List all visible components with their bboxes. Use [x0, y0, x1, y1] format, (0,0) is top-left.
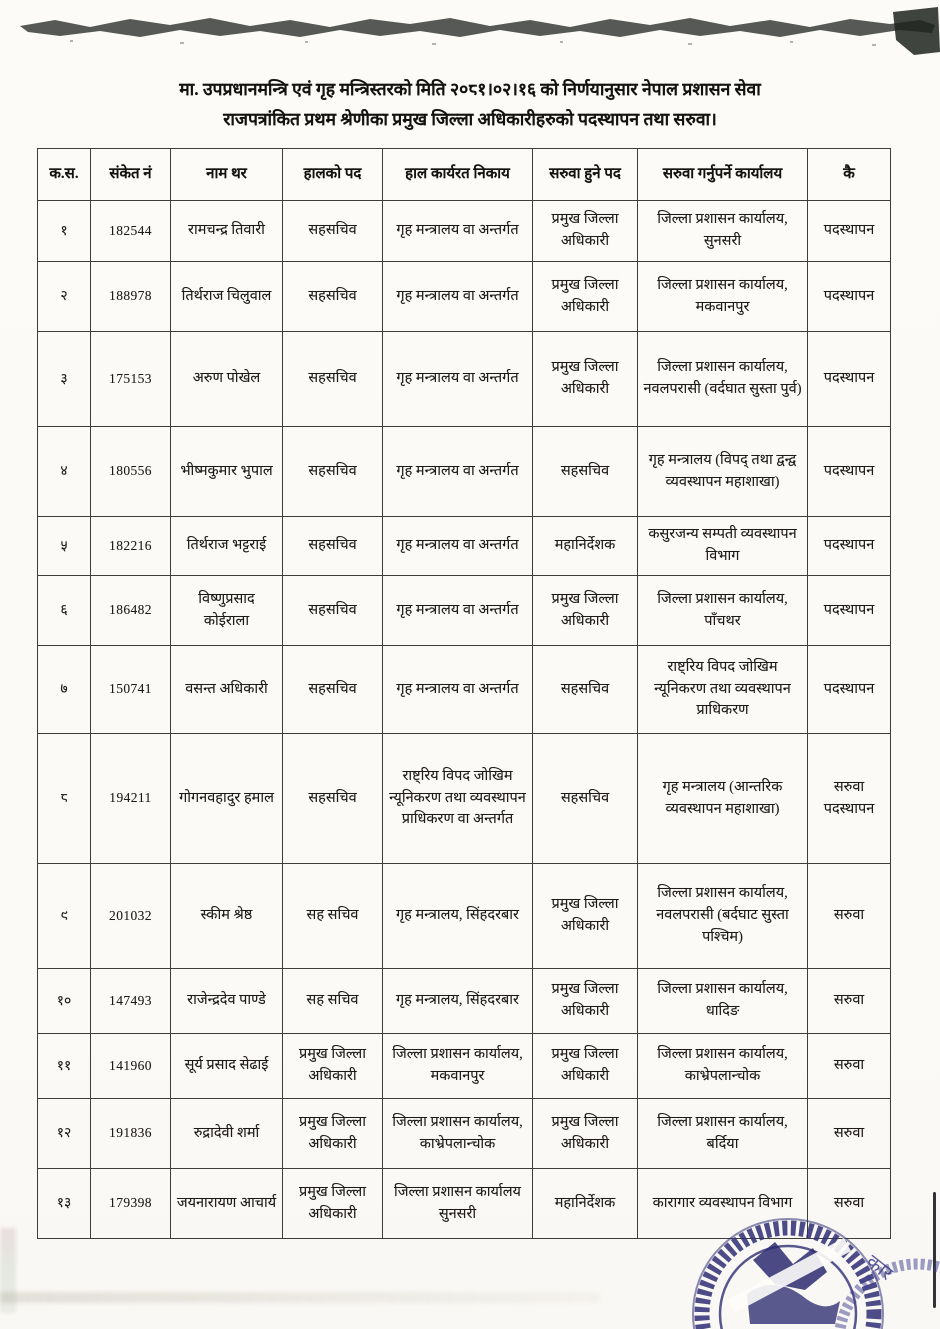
cell-code: 191836: [91, 1099, 171, 1169]
cell-new-office: गृह मन्त्रालय (विपद् तथा द्वन्द्व व्यवस्थापन महाशाखा): [638, 427, 808, 517]
cell-code: 182544: [91, 201, 171, 262]
cell-name: स्कीम श्रेष्ठ: [171, 864, 283, 969]
cell-name: तिर्थराज भट्टराई: [171, 517, 283, 576]
cell-name: सूर्य प्रसाद सेढाई: [171, 1034, 283, 1099]
cell-name: भीष्मकुमार भुपाल: [171, 427, 283, 517]
cell-remark: सरुवा: [808, 864, 891, 969]
cell-remark: सरुवा: [808, 1034, 891, 1099]
cell-name: वसन्त अधिकारी: [171, 646, 283, 734]
cell-current-post: सहसचिव: [283, 201, 383, 262]
table-row: [38, 517, 891, 576]
cell-remark: सरुवा: [808, 969, 891, 1034]
cell-current-post: प्रमुख जिल्ला अधिकारी: [283, 1034, 383, 1099]
scan-artifact-top: [0, 0, 940, 62]
table-row: [38, 646, 891, 734]
cell-new-post: प्रमुख जिल्ला अधिकारी: [533, 1034, 638, 1099]
table-row: [38, 969, 891, 1034]
cell-new-post: सहसचिव: [533, 427, 638, 517]
table-row: [38, 332, 891, 427]
cell-current-office: गृह मन्त्रालय, सिंहदरबार: [383, 864, 533, 969]
cell-serial: ५: [38, 517, 91, 576]
cell-new-post: प्रमुख जिल्ला अधिकारी: [533, 1099, 638, 1169]
cell-serial: ९: [38, 864, 91, 969]
cell-new-office: जिल्ला प्रशासन कार्यालय, धादिङ: [638, 969, 808, 1034]
cell-code: 201032: [91, 864, 171, 969]
cell-current-post: सह सचिव: [283, 864, 383, 969]
cell-new-office: गृह मन्त्रालय (आन्तरिक व्यवस्थापन महाशाखा): [638, 734, 808, 864]
cell-new-post: प्रमुख जिल्ला अधिकारी: [533, 332, 638, 427]
cell-remark: पदस्थापन: [808, 201, 891, 262]
column-header-4: हालको पद: [283, 149, 383, 201]
cell-current-office: राष्ट्रिय विपद जोखिम न्यूनिकरण तथा व्यवस्थापन प्राधिकरण वा अन्तर्गत: [383, 734, 533, 864]
cell-serial: ४: [38, 427, 91, 517]
cell-code: 150741: [91, 646, 171, 734]
cell-current-post: सहसचिव: [283, 646, 383, 734]
cell-remark: पदस्थापन: [808, 262, 891, 332]
table-row: [38, 262, 891, 332]
cell-remark: सरुवा पदस्थापन: [808, 734, 891, 864]
cell-current-office: जिल्ला प्रशासन कार्यालय, काभ्रेपलान्चोक: [383, 1099, 533, 1169]
cell-current-post: सहसचिव: [283, 576, 383, 646]
cell-current-post: सहसचिव: [283, 427, 383, 517]
cell-name: रुद्रादेवी शर्मा: [171, 1099, 283, 1169]
cell-current-office: गृह मन्त्रालय, सिंहदरबार: [383, 969, 533, 1034]
cell-serial: ६: [38, 576, 91, 646]
official-seal-stamp: [655, 1212, 940, 1329]
cell-serial: १२: [38, 1099, 91, 1169]
title-line-2: राजपत्रांकित प्रथम श्रेणीका प्रमुख जिल्ला अधिकारीहरुको पदस्थापन तथा सरुवा।: [223, 109, 717, 130]
table-header-row: [38, 149, 891, 201]
cell-current-office: जिल्ला प्रशासन कार्यालय, मकवानपुर: [383, 1034, 533, 1099]
cell-code: 141960: [91, 1034, 171, 1099]
title-line-1: मा. उपप्रधानमन्त्रि एवं गृह मन्त्रिस्तरको मिति २०८१।०२।१६ को निर्णयानुसार नेपाल प्रशासन सेवा: [179, 79, 761, 99]
cell-current-post: सहसचिव: [283, 262, 383, 332]
cell-new-post: प्रमुख जिल्ला अधिकारी: [533, 262, 638, 332]
cell-new-office: राष्ट्रिय विपद जोखिम न्यूनिकरण तथा व्यवस्थापन प्राधिकरण: [638, 646, 808, 734]
cell-code: 182216: [91, 517, 171, 576]
cell-serial: १०: [38, 969, 91, 1034]
cell-name: रामचन्द्र तिवारी: [171, 201, 283, 262]
column-header-1: क.स.: [38, 149, 91, 201]
cell-remark: पदस्थापन: [808, 576, 891, 646]
cell-new-post: सहसचिव: [533, 734, 638, 864]
cell-new-office: कसुरजन्य सम्पती व्यवस्थापन विभाग: [638, 517, 808, 576]
cell-serial: ८: [38, 734, 91, 864]
cell-current-post: सहसचिव: [283, 517, 383, 576]
cell-serial: १३: [38, 1169, 91, 1239]
table-row: [38, 734, 891, 864]
cell-code: 180556: [91, 427, 171, 517]
cell-new-post: प्रमुख जिल्ला अधिकारी: [533, 576, 638, 646]
cell-current-post: सह सचिव: [283, 969, 383, 1034]
cell-new-office: जिल्ला प्रशासन कार्यालय, पाँचथर: [638, 576, 808, 646]
column-header-8: कै: [808, 149, 891, 201]
cell-current-office: गृह मन्त्रालय वा अन्तर्गत: [383, 517, 533, 576]
cell-remark: पदस्थापन: [808, 646, 891, 734]
cell-code: 175153: [91, 332, 171, 427]
stamp-text: कार: [861, 1251, 897, 1285]
cell-new-office: कारागार व्यवस्थापन विभाग: [638, 1169, 808, 1239]
cell-new-post: प्रमुख जिल्ला अधिकारी: [533, 864, 638, 969]
cell-current-post: सहसचिव: [283, 734, 383, 864]
document-title: [62, 74, 878, 134]
table-row: [38, 201, 891, 262]
cell-new-post: महानिर्देशक: [533, 1169, 638, 1239]
cell-name: तिर्थराज चिलुवाल: [171, 262, 283, 332]
posting-transfer-table: [37, 148, 891, 1239]
cell-current-office: गृह मन्त्रालय वा अन्तर्गत: [383, 262, 533, 332]
cell-new-post: महानिर्देशक: [533, 517, 638, 576]
table-row: [38, 1099, 891, 1169]
cell-current-office: जिल्ला प्रशासन कार्यालय सुनसरी: [383, 1169, 533, 1239]
cell-code: 179398: [91, 1169, 171, 1239]
cell-current-office: गृह मन्त्रालय वा अन्तर्गत: [383, 427, 533, 517]
cell-remark: सरुवा: [808, 1169, 891, 1239]
cell-new-office: जिल्ला प्रशासन कार्यालय, मकवानपुर: [638, 262, 808, 332]
cell-current-post: प्रमुख जिल्ला अधिकारी: [283, 1169, 383, 1239]
cell-remark: पदस्थापन: [808, 332, 891, 427]
cell-name: राजेन्द्रदेव पाण्डे: [171, 969, 283, 1034]
table-row: [38, 576, 891, 646]
cell-remark: पदस्थापन: [808, 517, 891, 576]
cell-current-office: गृह मन्त्रालय वा अन्तर्गत: [383, 576, 533, 646]
cell-new-office: जिल्ला प्रशासन कार्यालय, नवलपरासी (बर्दघाट सुस्ता पश्चिम): [638, 864, 808, 969]
cell-code: 147493: [91, 969, 171, 1034]
column-header-5: हाल कार्यरत निकाय: [383, 149, 533, 201]
cell-new-post: प्रमुख जिल्ला अधिकारी: [533, 969, 638, 1034]
column-header-2: संकेत नं: [91, 149, 171, 201]
cell-new-office: जिल्ला प्रशासन कार्यालय, बर्दिया: [638, 1099, 808, 1169]
cell-new-office: जिल्ला प्रशासन कार्यालय, सुनसरी: [638, 201, 808, 262]
cell-new-office: जिल्ला प्रशासन कार्यालय, काभ्रेपलान्चोक: [638, 1034, 808, 1099]
cell-new-post: सहसचिव: [533, 646, 638, 734]
column-header-6: सरुवा हुने पद: [533, 149, 638, 201]
cell-serial: १: [38, 201, 91, 262]
table-row: [38, 427, 891, 517]
cell-current-office: गृह मन्त्रालय वा अन्तर्गत: [383, 646, 533, 734]
cell-new-office: जिल्ला प्रशासन कार्यालय, नवलपरासी (वर्दघात सुस्ता पुर्व): [638, 332, 808, 427]
cell-current-post: सहसचिव: [283, 332, 383, 427]
cell-remark: पदस्थापन: [808, 427, 891, 517]
cell-name: गोगनवहादुर हमाल: [171, 734, 283, 864]
column-header-3: नाम थर: [171, 149, 283, 201]
cell-current-post: प्रमुख जिल्ला अधिकारी: [283, 1099, 383, 1169]
cell-remark: सरुवा: [808, 1099, 891, 1169]
scan-artifact-bottom-shadow: [0, 1292, 600, 1303]
cell-serial: ११: [38, 1034, 91, 1099]
cell-name: अरुण पोखेल: [171, 332, 283, 427]
cell-new-post: प्रमुख जिल्ला अधिकारी: [533, 201, 638, 262]
cell-code: 188978: [91, 262, 171, 332]
column-header-7: सरुवा गर्नुपर्ने कार्यालय: [638, 149, 808, 201]
table-row: [38, 864, 891, 969]
cell-current-office: गृह मन्त्रालय वा अन्तर्गत: [383, 332, 533, 427]
cell-serial: २: [38, 262, 91, 332]
cell-serial: ३: [38, 332, 91, 427]
cell-code: 186482: [91, 576, 171, 646]
cell-name: विष्णुप्रसाद कोईराला: [171, 576, 283, 646]
table-row: [38, 1034, 891, 1099]
cell-name: जयनारायण आचार्य: [171, 1169, 283, 1239]
cell-serial: ७: [38, 646, 91, 734]
cell-code: 194211: [91, 734, 171, 864]
cell-current-office: गृह मन्त्रालय वा अन्तर्गत: [383, 201, 533, 262]
